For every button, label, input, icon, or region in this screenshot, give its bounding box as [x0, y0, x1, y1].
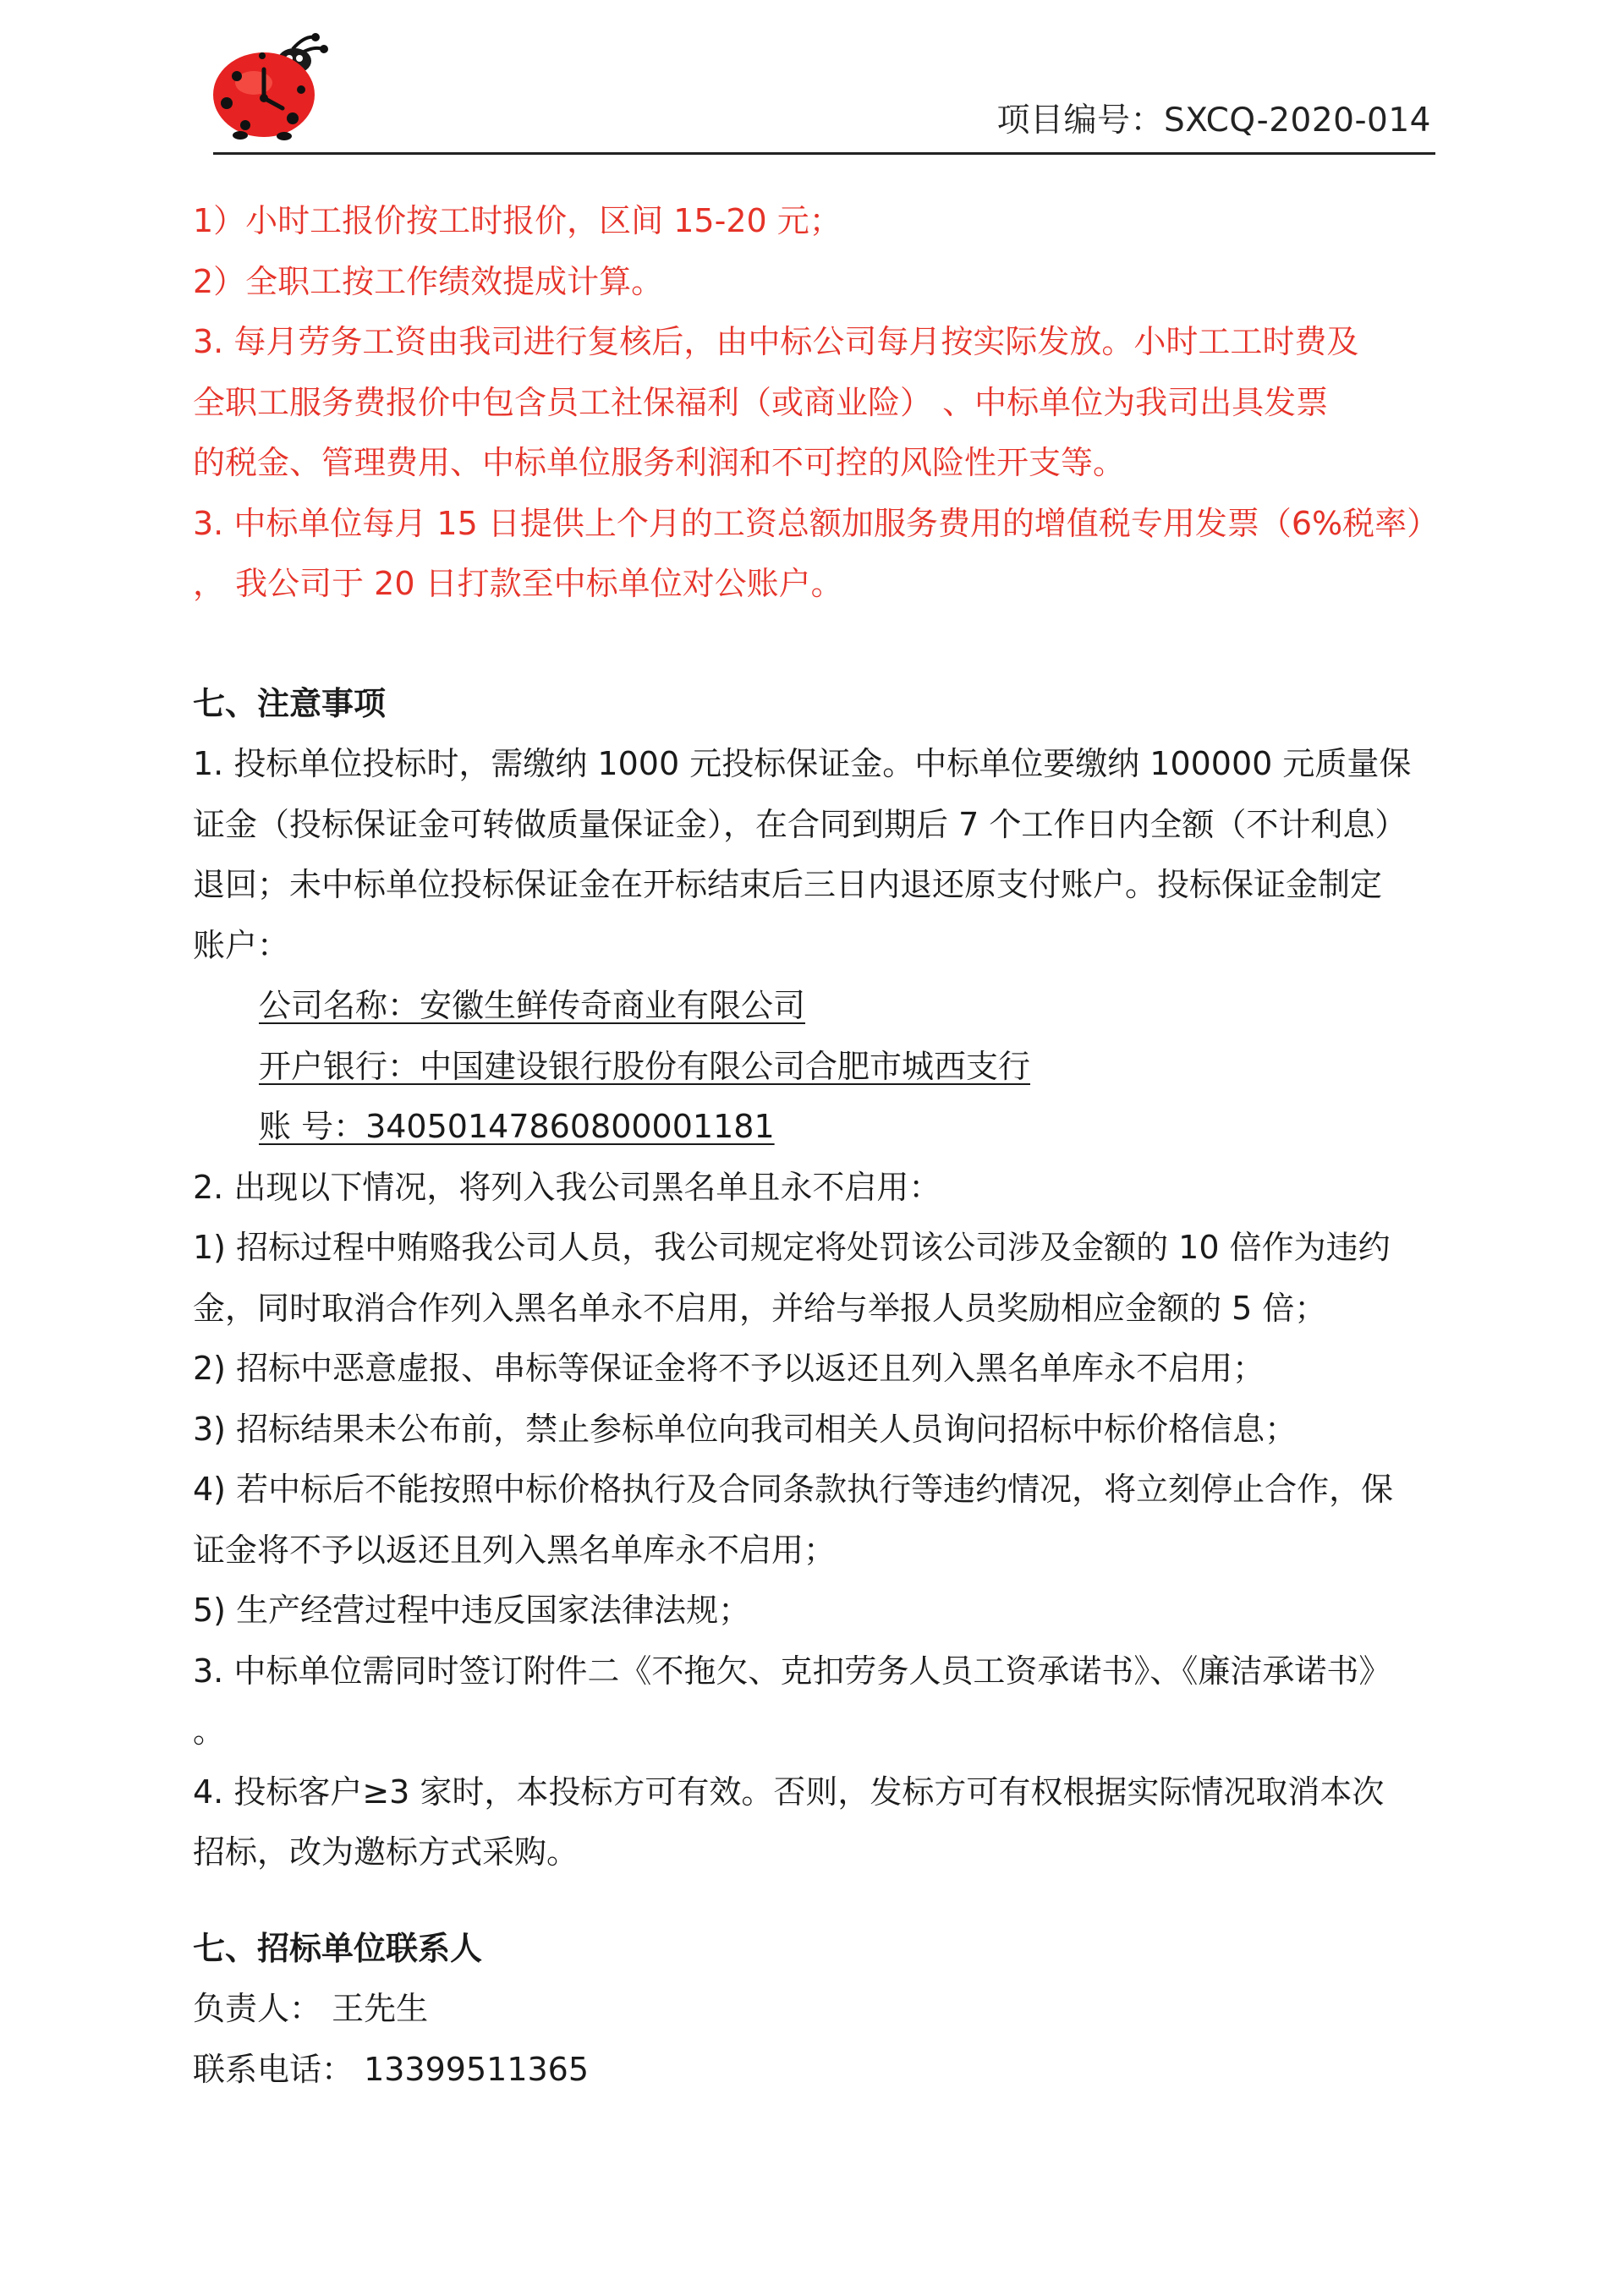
notice-item-2-2: 2) 招标中恶意虚报、串标等保证金将不予以返还且列入黑名单库永不启用；: [193, 1350, 1265, 1387]
contact-phone: 联系电话： 13399511365: [193, 2050, 590, 2088]
notice-heading: 七、注意事项: [193, 684, 387, 722]
notice-item-1-line-3: 退回；未中标单位投标保证金在开标结束后三日内退还原支付账户。投标保证金制定: [193, 866, 1383, 903]
pricing-line-3: 3. 每月劳务工资由我司进行复核后，由中标公司每月按实际发放。小时工工时费及: [193, 323, 1359, 360]
account-bank-text: 开户银行：中国建设银行股份有限公司合肥市城西支行: [259, 1047, 1031, 1085]
account-company: [193, 976, 1453, 1037]
notice-item-4-line-2: 招标，改为邀标方式采购。: [193, 1833, 579, 1871]
notice-item-3-line-1: 3. 中标单位需同时签订附件二《不拖欠、克扣劳务人员工资承诺书》、《廉洁承诺书》: [193, 1652, 1391, 1690]
notice-section: [193, 674, 1453, 1883]
notice-item-1-line-4: 账户：: [193, 926, 290, 964]
account-number: [193, 1097, 1453, 1158]
pricing-notes: [193, 191, 1453, 615]
contact-heading: 七、招标单位联系人: [193, 1929, 483, 1967]
contact-person: 负责人： 王先生: [193, 1990, 429, 2027]
contact-section: [193, 1919, 1453, 2101]
spacer: [193, 615, 1453, 674]
notice-item-2-3: 3) 招标结果未公布前，禁止参标单位向我司相关人员询问招标中标价格信息；: [193, 1410, 1298, 1448]
pricing-line-5: 的税金、管理费用、中标单位服务利润和不可控的风险性开支等。: [193, 444, 1126, 481]
notice-item-2-4-line-1: 4) 若中标后不能按照中标价格执行及合同条款执行等违约情况，将立刻停止合作，保: [193, 1471, 1394, 1508]
pricing-line-1: 1）小时工报价按工时报价，区间 15-20 元；: [193, 202, 842, 239]
notice-item-2: 2. 出现以下情况，将列入我公司黑名单且永不启用：: [193, 1168, 941, 1206]
notice-item-1-line-1: 1. 投标单位投标时，需缴纳 1000 元投标保证金。中标单位要缴纳 100000 元质量保: [193, 745, 1412, 782]
document-body: [193, 191, 1453, 2100]
notice-item-3-line-2: 。: [193, 1712, 226, 1750]
spacer: [193, 1883, 1453, 1919]
notice-item-2-1-line-1: 1) 招标过程中贿赂我公司人员，我公司规定将处罚该公司涉及金额的 10 倍作为违约: [193, 1229, 1391, 1266]
pricing-line-6: 3. 中标单位每月 15 日提供上个月的工资总额加服务费用的增值税专用发票（6%税率）: [193, 504, 1440, 542]
notice-item-2-4-line-2: 证金将不予以返还且列入黑名单库永不启用；: [193, 1531, 837, 1569]
pricing-line-7: ， 我公司于 20 日打款至中标单位对公账户。: [193, 565, 843, 602]
account-number-text: 账 号：34050147860800001181: [259, 1108, 775, 1145]
account-bank: [193, 1037, 1453, 1098]
pricing-line-4: 全职工服务费报价中包含员工社保福利（或商业险） 、中标单位为我司出具发票: [193, 383, 1329, 421]
notice-item-4-line-1: 4. 投标客户≥3 家时，本投标方可有效。否则，发标方可有权根据实际情况取消本次: [193, 1773, 1385, 1811]
account-company-text: 公司名称：安徽生鲜传奇商业有限公司: [259, 987, 806, 1024]
pricing-line-2: 2）全职工按工作绩效提成计算。: [193, 262, 664, 300]
notice-item-2-1-line-2: 金，同时取消合作列入黑名单永不启用，并给与举报人员奖励相应金额的 5 倍；: [193, 1289, 1327, 1327]
header-divider: [213, 152, 1435, 155]
notice-item-1-line-2: 证金（投标保证金可转做质量保证金），在合同到期后 7 个工作日内全额（不计利息）: [193, 805, 1407, 843]
ladybug-clock-logo: [211, 30, 330, 140]
project-code: 项目编号：SXCQ-2020-014: [996, 101, 1431, 140]
notice-item-2-5: 5) 生产经营过程中违反国家法律法规；: [193, 1592, 751, 1629]
